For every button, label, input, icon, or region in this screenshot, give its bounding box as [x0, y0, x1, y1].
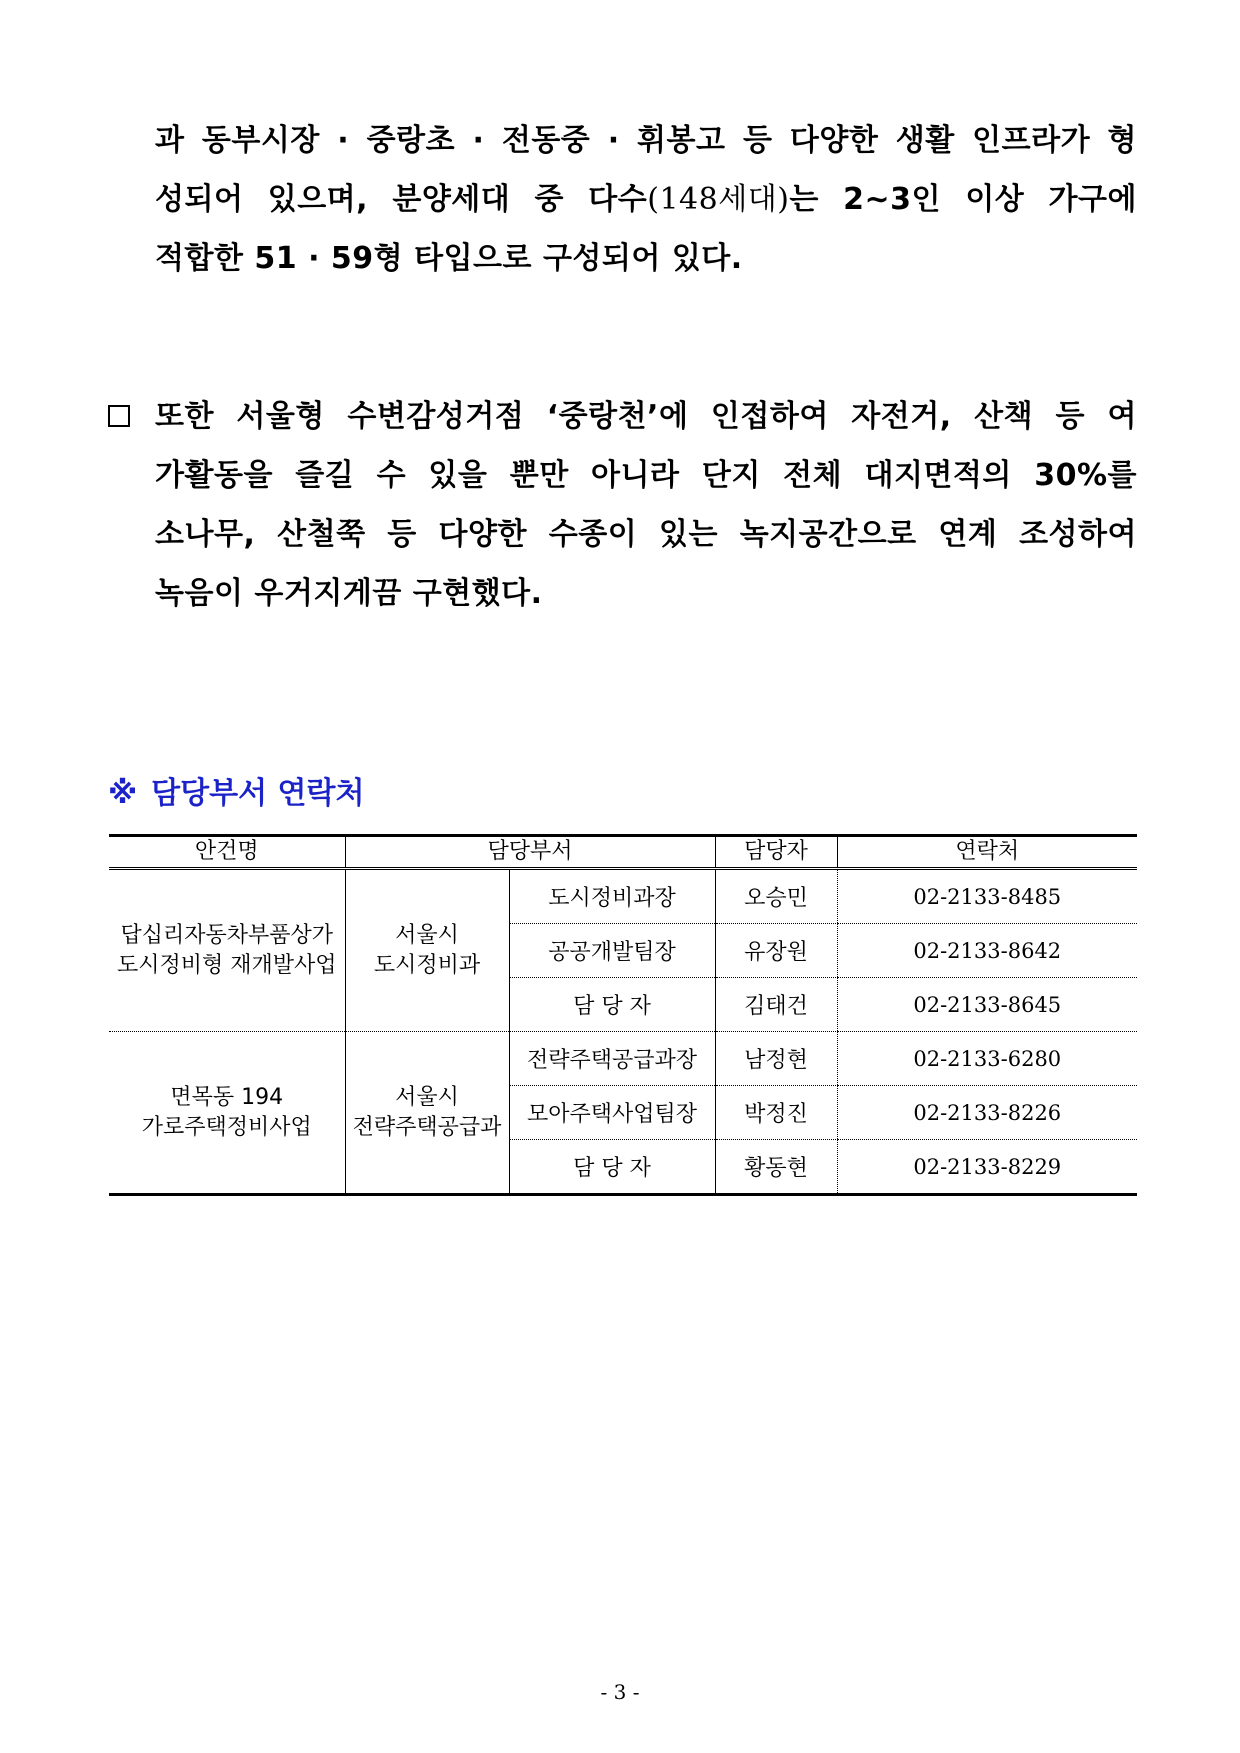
project-name-cell [109, 1032, 345, 1195]
header-phone: 연락처 [837, 836, 1137, 869]
department-cell [345, 1032, 509, 1195]
phone-cell: 02-2133-8645 [837, 978, 1137, 1032]
person-cell: 김태건 [715, 978, 837, 1032]
household-count: (148세대) [647, 182, 790, 217]
phone-cell: 02-2133-8642 [837, 924, 1137, 978]
phone-cell: 02-2133-6280 [837, 1032, 1137, 1086]
phone-cell: 02-2133-8229 [837, 1140, 1137, 1195]
table-row [109, 869, 1137, 924]
header-project: 안건명 [109, 836, 345, 869]
paragraph-2-line-3: 소나무, 산철쭉 등 다양한 수종이 있는 녹지공간으로 연계 조성하여 [155, 517, 1137, 552]
position-cell: 도시정비과장 [509, 869, 715, 924]
table-row [109, 1032, 1137, 1086]
paragraph-1-line-1: 과 동부시장 · 중랑초 · 전동중 · 휘봉고 등 다양한 생활 인프라가 형 [155, 123, 1137, 158]
department-cell [345, 869, 509, 1032]
paragraph-2-line-4: 녹음이 우거지게끔 구현했다. [155, 576, 543, 611]
table-header-row [109, 836, 1137, 869]
project-name-line-2: 가로주택정비사업 [141, 1114, 312, 1140]
department-line-2: 전략주택공급과 [352, 1114, 502, 1140]
page-number: - 3 - [600, 1680, 640, 1704]
position-cell: 담 당 자 [509, 1140, 715, 1195]
empty-square-icon [108, 405, 130, 427]
paragraph-1 [155, 111, 1137, 288]
person-cell: 유장원 [715, 924, 837, 978]
person-cell: 오승민 [715, 869, 837, 924]
person-cell: 황동현 [715, 1140, 837, 1195]
person-cell: 남정현 [715, 1032, 837, 1086]
position-cell: 담 당 자 [509, 978, 715, 1032]
project-name-line-1: 답십리자동차부품상가 [120, 922, 334, 948]
paragraph-2 [155, 387, 1137, 623]
project-name-line-2: 도시정비형 재개발사업 [116, 952, 337, 978]
person-cell: 박정진 [715, 1086, 837, 1140]
paragraph-2-line-1: 또한 서울형 수변감성거점 ‘중랑천’에 인접하여 자전거, 산책 등 여 [155, 399, 1137, 434]
reference-mark: ※ [108, 776, 138, 811]
contacts-heading-text: 담당부서 연락처 [151, 776, 365, 811]
position-cell: 공공개발팀장 [509, 924, 715, 978]
department-line-1: 서울시 [395, 922, 459, 948]
project-name-cell [109, 869, 345, 1032]
department-line-1: 서울시 [395, 1084, 459, 1110]
paragraph-1-line-3: 적합한 51 · 59형 타입으로 구성되어 있다. [155, 241, 743, 276]
position-cell: 전략주택공급과장 [509, 1032, 715, 1086]
paragraph-1-line-2 [155, 170, 1137, 229]
department-line-2: 도시정비과 [373, 952, 481, 978]
phone-cell: 02-2133-8226 [837, 1086, 1137, 1140]
contacts-heading [108, 774, 364, 814]
paragraph-2-line-2: 가활동을 즐길 수 있을 뿐만 아니라 단지 전체 대지면적의 30%를 [155, 458, 1137, 493]
paragraph-1-line-2-tail: 는 2∼3인 이상 가구에 [789, 182, 1137, 217]
paragraph-1-line-2-text: 성되어 있으며, 분양세대 중 다수 [155, 182, 648, 217]
contacts-table [109, 834, 1137, 1196]
header-department: 담당부서 [345, 836, 715, 869]
header-person: 담당자 [715, 836, 837, 869]
project-name-line-1: 면목동 194 [170, 1084, 284, 1110]
phone-cell: 02-2133-8485 [837, 869, 1137, 924]
position-cell: 모아주택사업팀장 [509, 1086, 715, 1140]
